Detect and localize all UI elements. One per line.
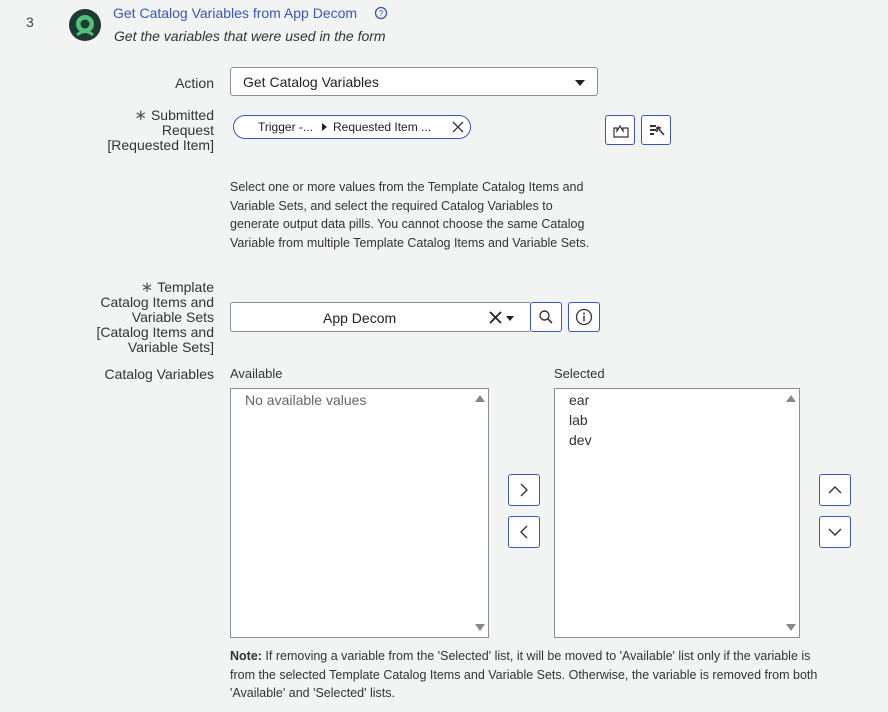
- selected-heading: Selected: [554, 366, 605, 381]
- note-prefix: Note:: [230, 649, 262, 663]
- move-down-button[interactable]: [819, 516, 851, 548]
- note-text: [230, 647, 830, 703]
- clear-icon[interactable]: [489, 311, 502, 324]
- chevron-up-icon: [828, 483, 842, 497]
- action-select-value: Get Catalog Variables: [243, 74, 379, 90]
- info-text: Select one or more values from the Template Catalog Items and Variable Sets, and select the required Catalog Variables to generate output data pills. You cannot choose the same Catalog Variable from multiple Template Catalog Items and Variable Sets.: [230, 180, 590, 250]
- info-button[interactable]: [568, 302, 600, 332]
- remove-pill-icon[interactable]: [452, 120, 464, 132]
- scroll-down-icon[interactable]: [786, 624, 796, 631]
- list-item[interactable]: ear: [569, 392, 590, 408]
- template-label-text: Template Catalog Items and Variable Sets [Catalog Items and Variable Sets]: [96, 279, 214, 355]
- lookup-button[interactable]: [530, 302, 562, 332]
- available-heading: Available: [230, 366, 283, 381]
- help-icon[interactable]: [374, 6, 388, 20]
- move-up-button[interactable]: [819, 474, 851, 506]
- pill-field-segment: Requested Item ...: [333, 120, 432, 134]
- remove-from-selected-button[interactable]: [508, 516, 540, 548]
- selected-list[interactable]: [554, 388, 800, 638]
- chevron-down-icon: [575, 80, 585, 86]
- list-item[interactable]: dev: [569, 432, 592, 448]
- step-title-link[interactable]: Get Catalog Variables from App Decom: [113, 5, 358, 21]
- required-marker: ∗: [134, 107, 147, 124]
- submitted-request-label: [88, 108, 214, 153]
- chevron-right-icon: [517, 483, 531, 497]
- list-item[interactable]: lab: [569, 412, 588, 428]
- action-label: Action: [175, 75, 214, 91]
- template-reference-input[interactable]: [230, 302, 530, 332]
- scroll-up-icon[interactable]: [475, 395, 485, 402]
- flow-step-icon: [68, 8, 102, 42]
- add-to-selected-button[interactable]: [508, 474, 540, 506]
- scroll-up-icon[interactable]: [786, 395, 796, 402]
- template-value: App Decom: [323, 310, 397, 326]
- data-pill[interactable]: [233, 115, 471, 139]
- script-icon: [613, 123, 629, 139]
- available-empty-text: No available values: [245, 392, 367, 408]
- scroll-down-icon[interactable]: [475, 624, 485, 631]
- chevron-down-icon[interactable]: [506, 316, 514, 321]
- available-list[interactable]: [230, 388, 489, 638]
- submitted-request-label-text: Submitted Request [Requested Item]: [107, 107, 214, 153]
- catalog-variables-label: Catalog Variables: [104, 366, 214, 382]
- script-toggle-button[interactable]: [605, 115, 635, 145]
- chevron-down-icon: [828, 525, 842, 539]
- data-pill-picker-button[interactable]: [641, 115, 671, 145]
- template-label: [92, 280, 214, 355]
- action-select[interactable]: [230, 67, 598, 96]
- chevron-left-icon: [517, 525, 531, 539]
- info-icon: [575, 308, 593, 326]
- data-pill-picker-icon: [649, 123, 665, 139]
- chevron-right-icon: [322, 123, 327, 131]
- pill-trigger-segment: Trigger -...: [258, 120, 313, 134]
- svg-text:?: ?: [378, 9, 384, 18]
- required-marker: ∗: [140, 279, 154, 296]
- note-body: If removing a variable from the 'Selected' list, it will be moved to 'Available' list only if the variable is from the selected Template Catalog Items and Variable Sets. Otherwise, the variable is removed from both 'Available' and 'Selected' lists.: [230, 649, 818, 700]
- step-number: 3: [26, 14, 34, 30]
- search-icon: [538, 309, 554, 325]
- step-description: Get the variables that were used in the form: [114, 28, 386, 44]
